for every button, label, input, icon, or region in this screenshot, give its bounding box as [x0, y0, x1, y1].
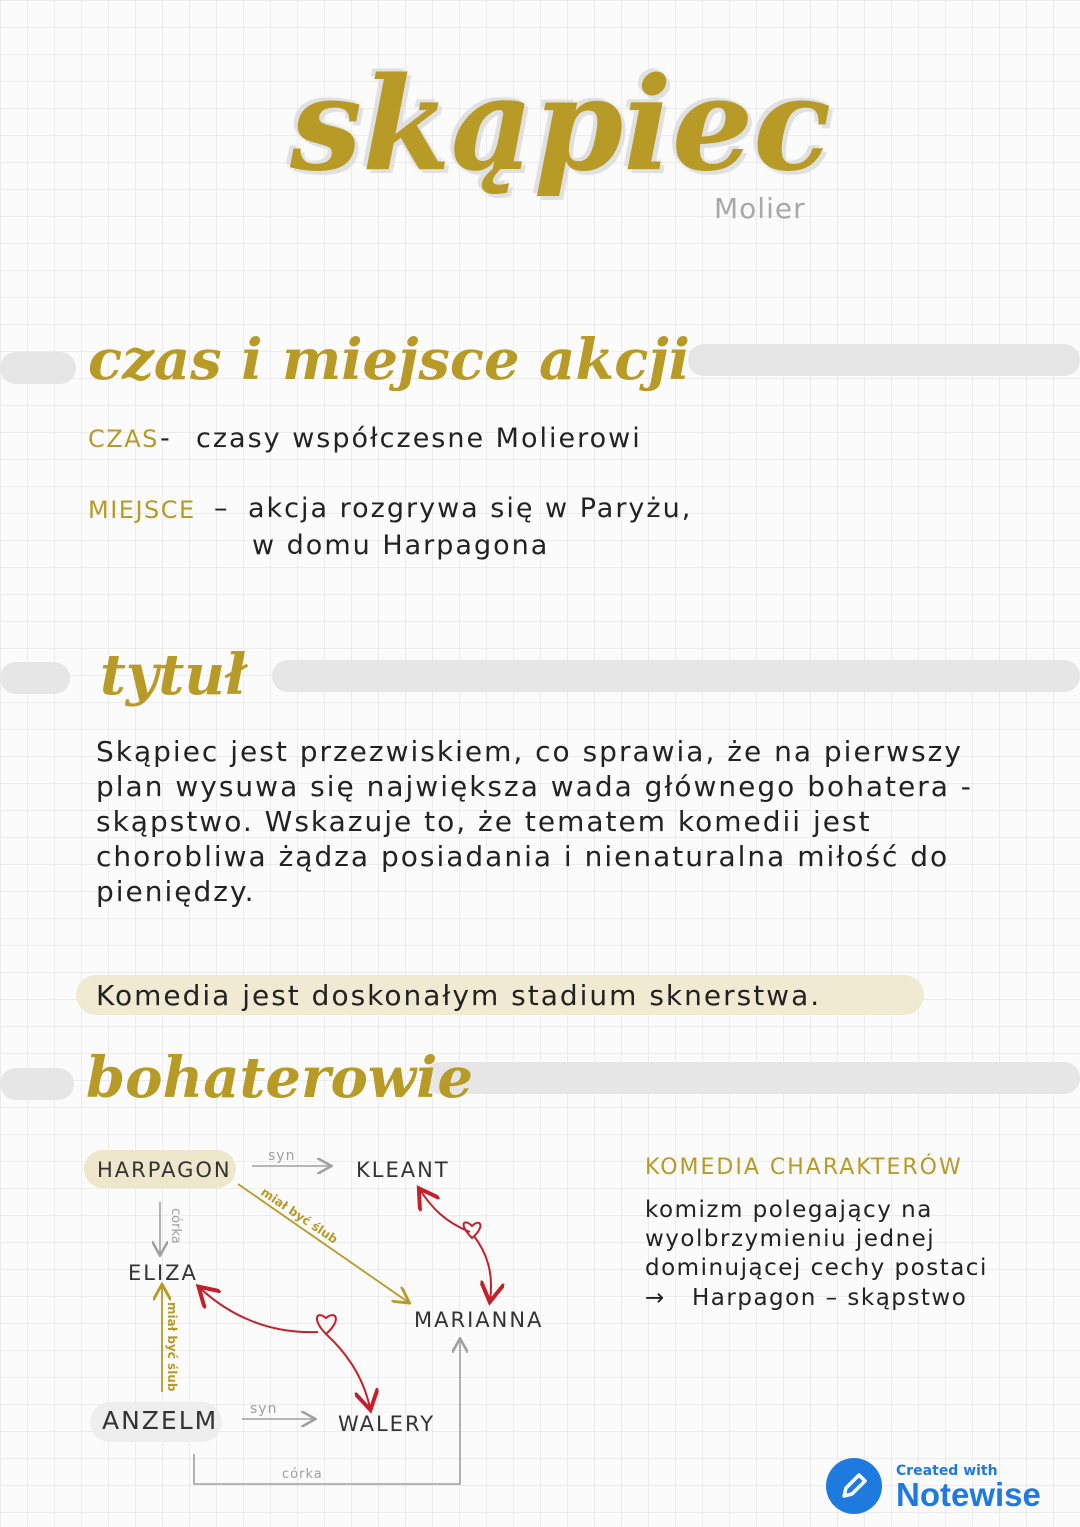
heading-bar-right	[688, 344, 1080, 376]
side-note-title: KOMEDIA CHARAKTERÓW	[645, 1155, 963, 1180]
love-arrow-kleant	[420, 1190, 470, 1232]
node-anzelm: ANZELM	[102, 1406, 219, 1435]
heart-icon	[464, 1222, 481, 1238]
arrow-right-icon: →	[645, 1285, 665, 1311]
section-heading-time-place: czas i miejsce akcji	[88, 327, 690, 393]
branding-small-text: Created with	[896, 1463, 998, 1479]
pencil-icon	[826, 1458, 882, 1514]
relation-label: miał być ślub	[165, 1302, 179, 1392]
time-dash: -	[160, 423, 172, 454]
time-text: czasy współczesne Molierowi	[196, 423, 642, 454]
side-note-example: Harpagon – skąpstwo	[692, 1285, 968, 1311]
heading-bar-left	[0, 352, 76, 384]
time-label: CZAS	[88, 425, 159, 453]
heading-bar-left	[0, 662, 70, 694]
node-walery: WALERY	[338, 1412, 436, 1436]
heading-bar-right	[424, 1062, 1080, 1094]
relation-label: syn	[250, 1401, 278, 1417]
node-harpagon: HARPAGON	[97, 1158, 232, 1182]
place-dash: –	[214, 493, 230, 524]
node-kleant: KLEANT	[356, 1158, 450, 1182]
branding-name: Notewise	[896, 1476, 1041, 1513]
node-eliza: ELIZA	[128, 1261, 198, 1285]
heart-icon	[317, 1315, 336, 1334]
love-arrow-marianna	[474, 1236, 491, 1300]
section-heading-characters: bohaterowie	[86, 1045, 473, 1111]
side-note-text: komizm polegający na wyolbrzymieniu jednej dominującej cechy postaci	[645, 1197, 988, 1281]
relation-label: córka	[282, 1467, 323, 1482]
place-label: MIEJSCE	[88, 496, 196, 524]
place-line-1: akcja rozgrywa się w Paryżu,	[248, 493, 693, 524]
love-arrow-eliza	[200, 1288, 318, 1332]
relation-label: syn	[268, 1148, 296, 1164]
section-heading-title: tytuł	[100, 642, 247, 708]
heading-bar-right	[272, 660, 1080, 692]
author-name: Molier	[714, 192, 806, 225]
heading-bar-left	[0, 1068, 74, 1100]
title-paragraph: Skąpiec jest przezwiskiem, co sprawia, że na pierwszy plan wysuwa się największa wada głównego bohatera - skąpstwo. Wskazuje to, że tematem komedii jest chorobliwa żądza posiadania i nienaturalna miłość do pieniędzy.	[96, 735, 973, 908]
highlight-text: Komedia jest doskonałym stadium sknerstwa.	[96, 979, 822, 1012]
relation-label: miał być ślub	[258, 1184, 341, 1247]
page-title: skąpiec	[290, 50, 832, 200]
arrow-harpagon-marianna	[238, 1184, 408, 1302]
notewise-logo	[826, 1458, 882, 1514]
node-marianna: MARIANNA	[414, 1308, 544, 1332]
relation-label: córka	[168, 1208, 183, 1244]
place-line-2: w domu Harpagona	[252, 530, 550, 561]
love-arrow-walery	[326, 1334, 370, 1408]
